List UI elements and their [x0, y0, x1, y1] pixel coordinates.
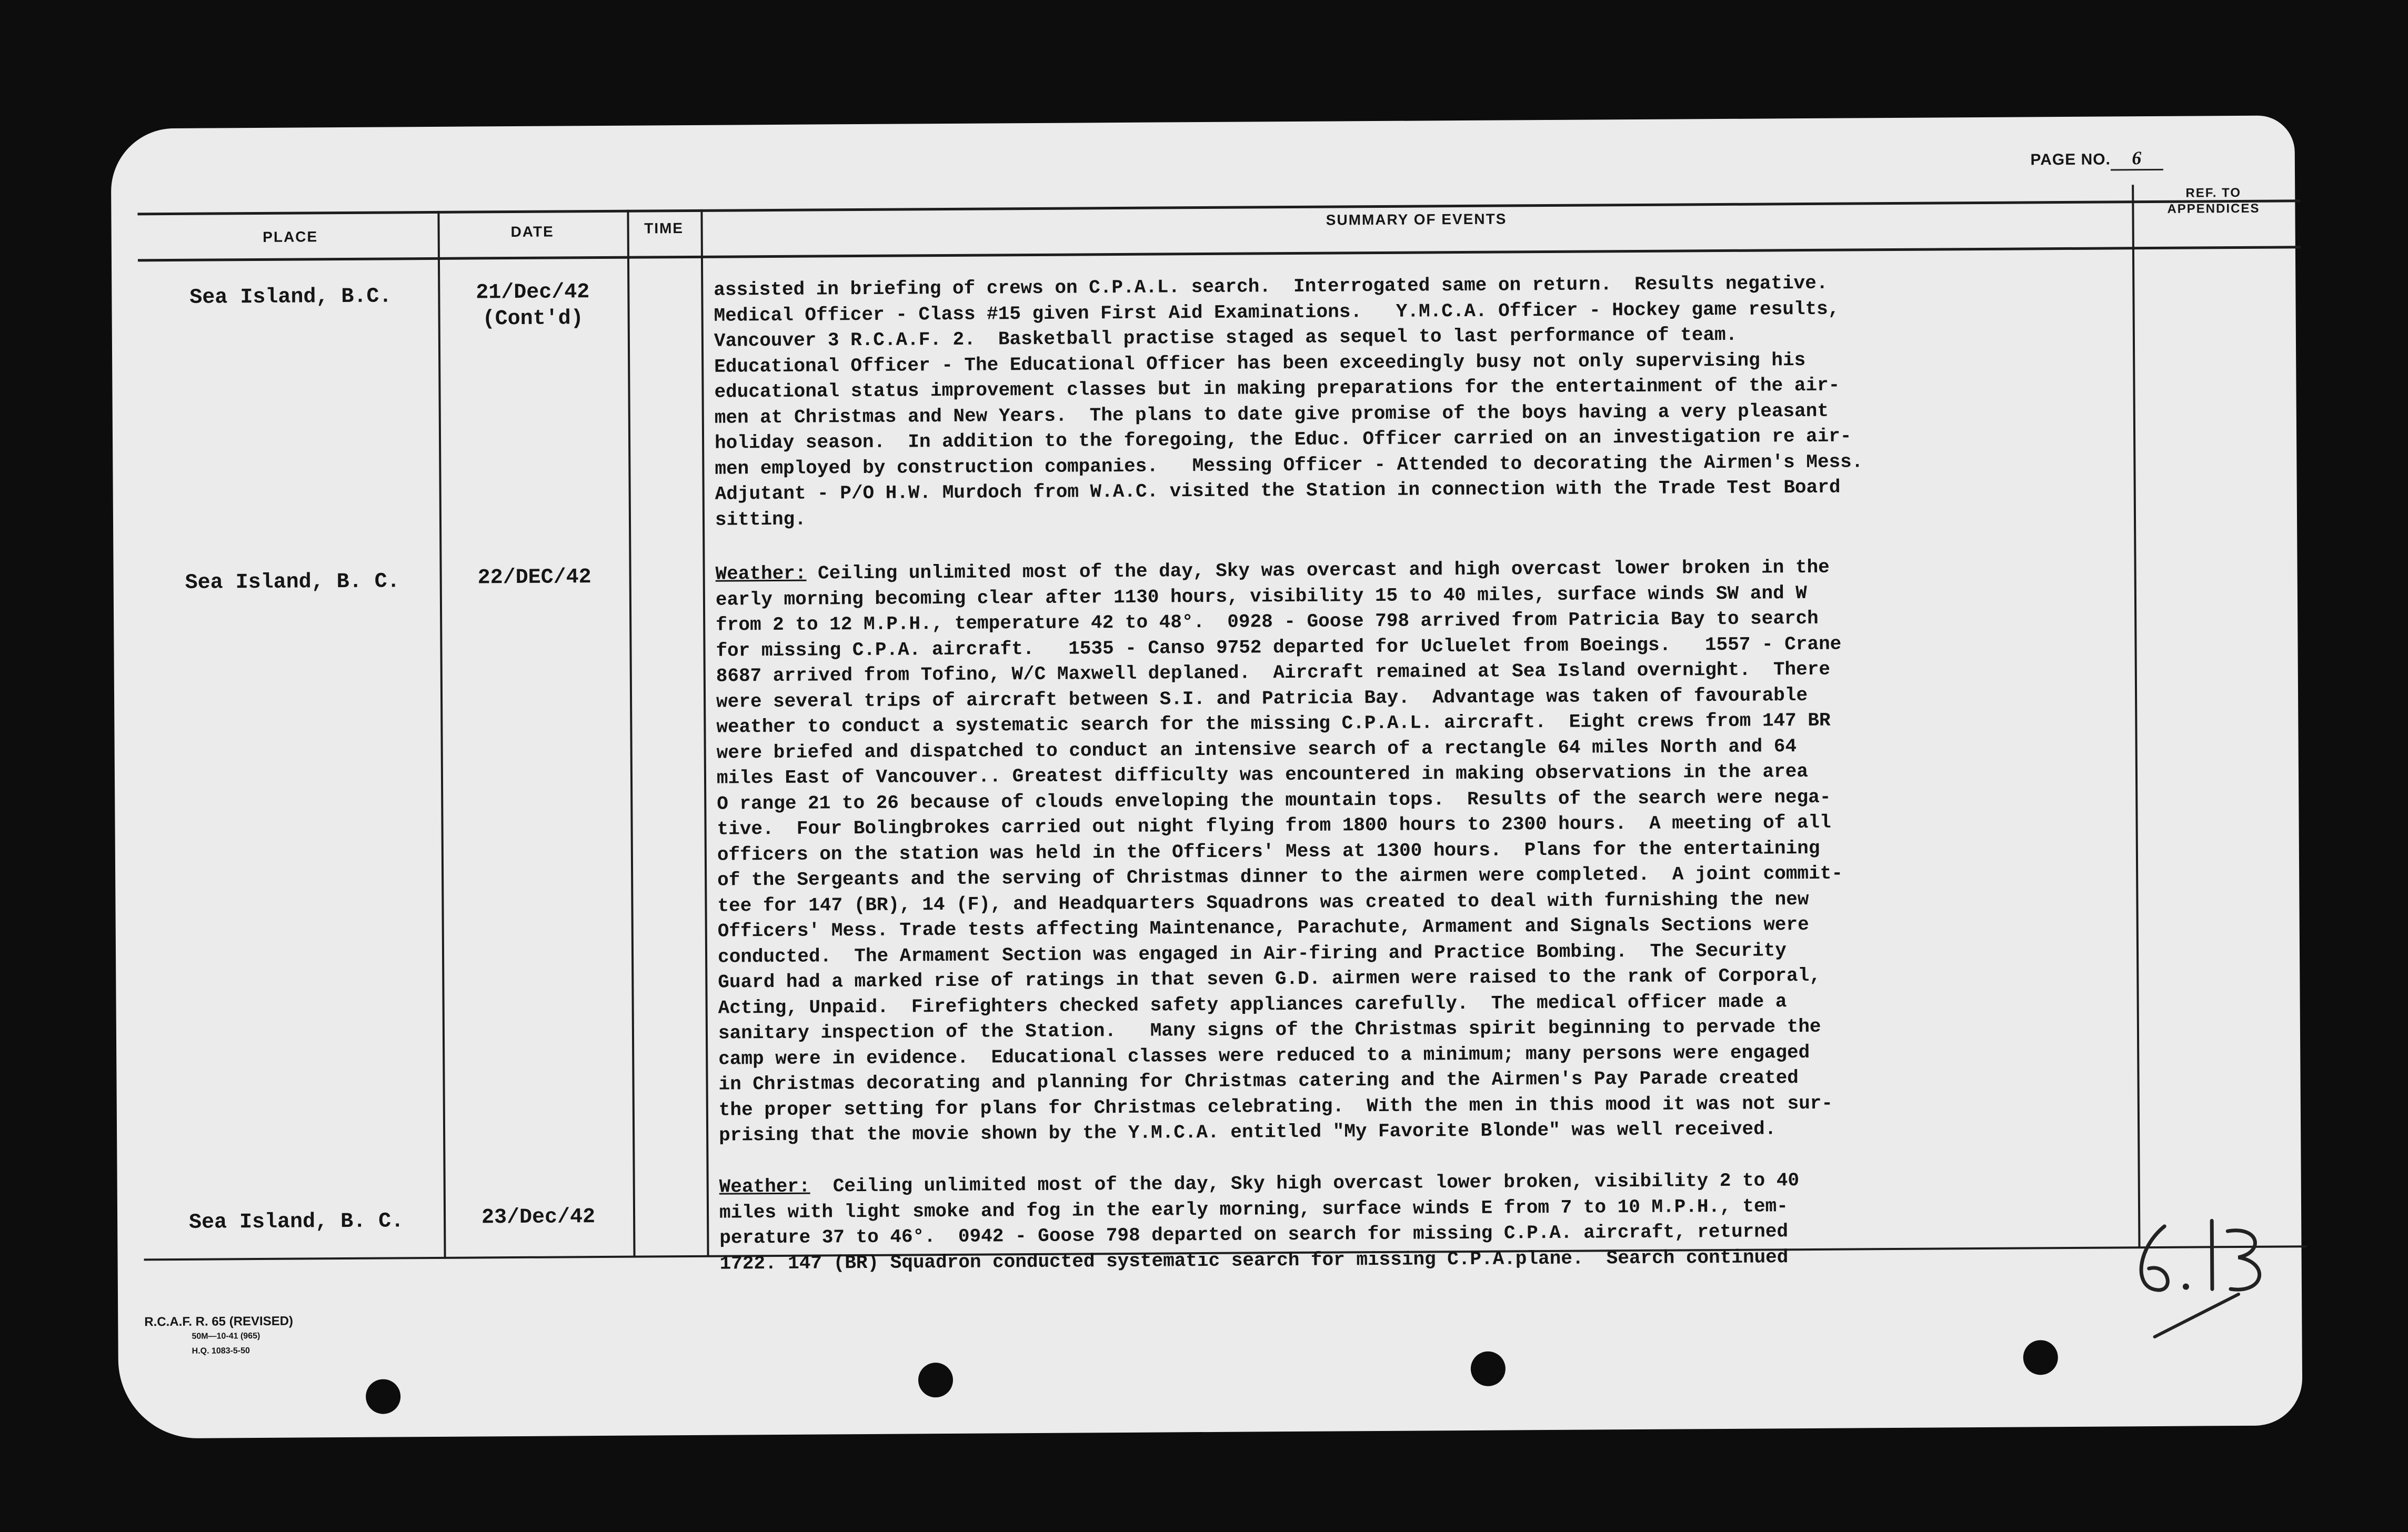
summary-line: holiday season. In addition to the foregoing, the Educ. Officer carried on an investigation re air- — [714, 425, 1852, 454]
punch-hole — [2023, 1340, 2058, 1375]
entry-date-line1: 23/Dec/42 — [481, 1205, 596, 1230]
summary-line: 8687 arrived from Tofino, W/C Maxwell deplaned. Aircraft remained at Sea Island overnight. There — [716, 658, 1831, 687]
summary-line: Officers' Mess. Trade tests affecting Maintenance, Parachute, Armament and Signals Sections were — [717, 914, 1809, 942]
punch-hole — [918, 1363, 953, 1397]
summary-line: Medical Officer - Class #15 given First Aid Examinations. Y.M.C.A. Officer - Hockey game results, — [714, 298, 1840, 327]
summary-line: of the Sergeants and the serving of Christmas dinner to the airmen were completed. A joint commit- — [717, 862, 1843, 891]
summary-line: for missing C.P.A. aircraft. 1535 - Canso 9752 departed for Ucluelet from Boeings. 1557 - Crane — [716, 633, 1842, 662]
summary-line: weather to conduct a systematic search for the missing C.P.A.L. aircraft. Eight crews from 147 BR — [716, 709, 1831, 738]
header-date: DATE — [510, 223, 554, 240]
header-ref-appendices — [2134, 185, 2292, 217]
header-bottom-rule — [138, 246, 2301, 261]
handwritten-folio-note — [2133, 1215, 2275, 1343]
weather-heading: Weather: — [719, 1175, 810, 1198]
form-code-line1: R.C.A.F. R. 65 (REVISED) — [144, 1314, 294, 1329]
entry-date — [438, 279, 628, 333]
form-code-line3: H.Q. 1083-5-50 — [192, 1346, 250, 1356]
summary-line: perature 37 to 46°. 0942 - Goose 798 departed on search for missing C.P.A. aircraft, returned — [719, 1221, 1789, 1249]
column-divider-summary — [2132, 185, 2140, 1247]
summary-line: conducted. The Armament Section was engaged in Air-firing and Practice Bombing. The Security — [717, 939, 1787, 968]
header-place: PLACE — [263, 228, 318, 245]
summary-line: Adjutant - P/O H.W. Murdoch from W.A.C. visited the Station in connection with the Trade Test Board — [715, 476, 1841, 505]
entry-summary — [714, 269, 2125, 532]
entry-summary — [715, 553, 2129, 1148]
summary-line: in Christmas decorating and planning for Christmas catering and the Airmen's Pay Parade created — [718, 1067, 1799, 1095]
entry-place: Sea Island, B. C. — [188, 1210, 404, 1235]
summary-line: early morning becoming clear after 1130 hours, visibility 15 to 40 miles, surface winds SW and W — [715, 582, 1807, 611]
summary-line: miles East of Vancouver.. Greatest difficulty was encountered in making observations in the area — [716, 761, 1809, 789]
entry-date-line1: 22/DEC/42 — [477, 566, 591, 590]
summary-line: miles with light smoke and fog in the early morning, surface winds E from 7 to 10 M.P.H., tem- — [719, 1195, 1788, 1224]
summary-line: camp were in evidence. Educational classes were reduced to a minimum; many persons were engaged — [718, 1041, 1810, 1070]
summary-line: prising that the movie shown by the Y.M.C.A. entitled "My Favorite Blonde" was well received. — [719, 1118, 1777, 1146]
summary-line: were briefed and dispatched to conduct an intensive search of a rectangle 64 miles North and 64 — [716, 735, 1797, 764]
header-time: TIME — [644, 220, 684, 237]
summary-line: Guard had a marked rise of ratings in that seven G.D. airmen were raised to the rank of Corporal, — [718, 964, 1821, 993]
entry-place: Sea Island, B. C. — [185, 570, 400, 595]
summary-line: tive. Four Bolingbrokes carried out night flying from 1800 hours to 2300 hours. A meeting of all — [717, 811, 1831, 840]
summary-line: tee for 147 (BR), 14 (F), and Headquarters Squadrons was created to deal with furnishing the new — [717, 888, 1809, 917]
entry-date — [440, 565, 629, 592]
column-divider-time — [700, 209, 709, 1256]
summary-line: 1722. 147 (BR) Squadron conducted systematic search for missing C.P.A.plane. Search continued — [719, 1246, 1789, 1275]
entry-date-line1: 21/Dec/42 — [476, 280, 590, 305]
punch-hole — [366, 1379, 400, 1414]
column-divider-place — [437, 211, 446, 1258]
diary-page — [111, 115, 2302, 1438]
summary-line: Acting, Unpaid. Firefighters checked safety appliances carefully. The medical officer made a — [718, 990, 1787, 1019]
summary-line: men at Christmas and New Years. The plans to date give promise of the boys having a very pleasant — [714, 400, 1829, 429]
summary-line: O range 21 to 26 because of clouds enveloping the mountain tops. Results of the search were nega- — [717, 786, 1831, 815]
entry-date — [444, 1204, 633, 1232]
column-divider-date — [627, 210, 635, 1257]
header-ref-line1: REF. TO — [2185, 185, 2242, 200]
header-ref-line2: APPENDICES — [2167, 201, 2260, 216]
summary-line: officers on the station was held in the Officers' Mess at 1300 hours. Plans for the entertaining — [717, 837, 1820, 866]
page-number-label: PAGE NO. — [2030, 150, 2111, 169]
summary-line-text: Ceiling unlimited most of the day, Sky high overcast lower broken, visibility 2 to 40 — [810, 1170, 1800, 1197]
form-code-line2: 50M—10-41 (965) — [192, 1332, 260, 1341]
entry-place: Sea Island, B.C. — [189, 285, 392, 310]
header-summary: SUMMARY OF EVENTS — [1326, 210, 1507, 228]
summary-line: were several trips of aircraft between S.I. and Patricia Bay. Advantage was taken of favourable — [716, 684, 1808, 713]
summary-line: educational status improvement classes but in making preparations for the entertainment of the air- — [714, 374, 1840, 403]
summary-line: Vancouver 3 R.C.A.F. 2. Basketball practise staged as sequel to last performance of team. — [714, 324, 1738, 352]
summary-line: the proper setting for plans for Christmas celebrating. With the men in this mood it was not sur- — [718, 1092, 1833, 1121]
summary-line: from 2 to 12 M.P.H., temperature 42 to 48°. 0928 - Goose 798 arrived from Patricia Bay to search — [716, 607, 1819, 636]
page-number — [2030, 147, 2163, 172]
entry-summary — [719, 1166, 2130, 1276]
page-number-value: 6 — [2111, 147, 2163, 171]
summary-line: assisted in briefing of crews on C.P.A.L. search. Interrogated same on return. Results negative. — [714, 272, 1828, 301]
entry-date-line2: (Cont'd) — [482, 307, 584, 331]
summary-line: sanitary inspection of the Station. Many signs of the Christmas spirit beginning to pervade the — [718, 1015, 1821, 1044]
summary-line: Educational Officer - The Educational Officer has been exceedingly busy not only supervising his — [714, 349, 1806, 378]
summary-line: sitting. — [715, 508, 806, 531]
punch-hole — [1471, 1352, 1506, 1386]
form-code — [144, 1314, 293, 1359]
summary-line-text: Ceiling unlimited most of the day, Sky was overcast and high overcast lower broken in the — [806, 556, 1830, 584]
summary-line: men employed by construction companies. Messing Officer - Attended to decorating the Airmen's Mess. — [715, 450, 1863, 480]
weather-heading: Weather: — [715, 562, 807, 585]
